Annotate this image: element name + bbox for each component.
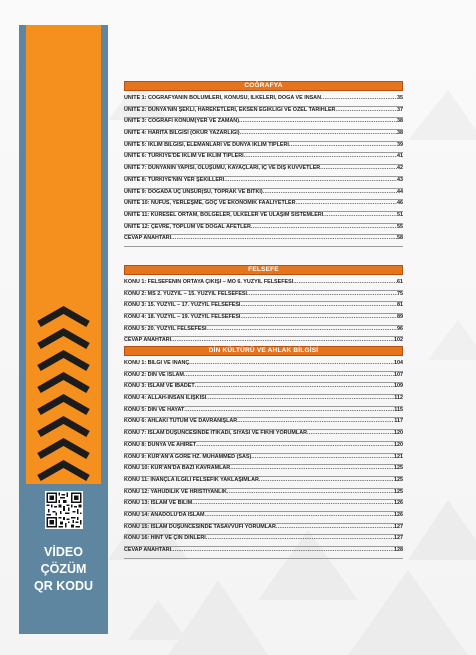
leader-dots (251, 454, 394, 460)
section-header: DİN KÜLTÜRÜ VE AHLAK BİLGİSİ (124, 346, 403, 356)
toc-entry-title: KONU 4: 18. YÜZYIL – 19. YÜZYIL FELSEFESİ (124, 314, 241, 321)
leader-dots (263, 189, 397, 195)
leader-dots (184, 372, 394, 378)
toc-entry[interactable] (124, 512, 403, 524)
toc-entry[interactable] (124, 442, 403, 454)
toc-entry[interactable] (124, 95, 403, 107)
toc-entry-page: 39 (397, 141, 403, 148)
toc-entry-title: ÜNİTE 9: DOĞADA ÜÇ UNSUR(SU, TOPRAK VE BİTKİ) (124, 188, 263, 195)
toc-entry[interactable] (124, 430, 403, 442)
leader-dots (296, 200, 397, 206)
toc-entry[interactable] (124, 224, 403, 236)
toc-entry-page: 61 (397, 279, 403, 285)
toc-entry-title: ÜNİTE 1: COĞRAFYANIN BÖLÜMLERİ, KONUSU, İLKELERİ, DOĞA VE İNSAN (124, 95, 321, 101)
toc-section-cografya (124, 81, 403, 247)
toc-entry-page: 115 (394, 406, 403, 413)
toc-entry[interactable] (124, 454, 403, 466)
toc-entry[interactable] (124, 500, 403, 512)
toc-entry-page: 96 (397, 325, 403, 332)
leader-dots (259, 477, 394, 483)
toc-entry[interactable] (124, 372, 403, 384)
toc-entry-title: ÜNİTE 10: NÜFUS, YERLEŞME, GÖÇ VE EKONOMİK FAALİYETLER (124, 200, 296, 207)
toc-list (124, 95, 403, 247)
toc-entry-page: 125 (394, 488, 403, 495)
toc-entry-title: KONU 3: İSLAM VE İBADET (124, 383, 195, 390)
toc-entry-page: 125 (394, 476, 403, 483)
toc-entry-page: 104 (394, 360, 403, 366)
toc-entry-page: 120 (394, 441, 403, 448)
toc-entry-title: KONU 2: MS 2. YÜZYIL – 15. YÜZYIL FELSEFESİ (124, 290, 248, 297)
toc-entry-title: ÜNİTE 8: TÜRKİYE'NİN YER ŞEKİLLERİ (124, 176, 225, 183)
toc-entry-page: 38 (397, 118, 403, 125)
toc-entry[interactable] (124, 326, 403, 338)
toc-entry-title: ÜNİTE 4: HARİTA BİLGİSİ (OKUR YAZARLIĞI) (124, 130, 240, 137)
toc-entry-title: CEVAP ANAHTARI (124, 547, 172, 553)
toc-entry-title: KONU 5: 20. YÜZYIL FELSEFESİ (124, 325, 207, 332)
toc-entry[interactable] (124, 212, 403, 224)
toc-entry[interactable] (124, 142, 403, 154)
section-header: FELSEFE (124, 265, 403, 275)
leader-dots (240, 314, 397, 320)
toc-entry[interactable] (124, 189, 403, 201)
leader-dots (171, 337, 394, 343)
toc-entry-page: 128 (394, 547, 403, 553)
toc-entry-title: KONU 5: DİN VE HAYAT (124, 406, 185, 413)
toc-entry-title: ÜNİTE 3: COĞRAFİ KONUM(YER VE ZAMAN) (124, 118, 239, 125)
toc-entry-title: ÜNİTE 6: TÜRKİYE'DE İKLİM VE İKLİM TİPLERİ (124, 153, 244, 160)
leader-dots (184, 407, 394, 413)
leader-dots (205, 512, 394, 518)
toc-entry-page: 35 (397, 95, 403, 101)
leader-dots (206, 535, 394, 541)
toc-entry-title: ÜNİTE 2: DÜNYA'NIN ŞEKLİ, HAREKETLERİ, EKSEN EĞİKLİĞİ VE ÖZEL TARİHLER (124, 106, 336, 113)
toc-entry-page: 89 (397, 314, 403, 321)
leader-dots (195, 383, 394, 389)
toc-entry-page: 51 (397, 211, 403, 218)
leader-dots (240, 130, 397, 136)
leader-dots (237, 418, 394, 424)
leader-dots (251, 224, 397, 230)
toc-entry[interactable] (124, 489, 403, 501)
toc-entry-title: KONU 1: BİLGİ VE İNANÇ (124, 360, 190, 366)
toc-entry[interactable] (124, 395, 403, 407)
toc-entry-page: 42 (397, 165, 403, 172)
toc-entry-title: KONU 10: KUR'AN'DA BAZI KAVRAMLAR (124, 465, 231, 472)
toc-entry-page: 127 (394, 535, 403, 542)
toc-entry[interactable] (124, 407, 403, 419)
toc-entry-page: 55 (397, 223, 403, 230)
toc-entry-title: KONU 7: İSLAM DÜŞÜNCESİNDE İTİKADİ, SİYASİ VE FIKHİ YORUMLAR (124, 430, 307, 437)
leader-dots (289, 142, 397, 148)
toc-entry[interactable] (124, 535, 403, 547)
toc-entry-page: 109 (394, 383, 403, 390)
toc-entry[interactable] (124, 200, 403, 212)
toc-entry[interactable] (124, 465, 403, 477)
leader-dots (206, 395, 394, 401)
toc-entry-page: 44 (397, 188, 403, 195)
toc-entry-title: KONU 6: AHLAKİ TUTUM VE DAVRANIŞLAR (124, 418, 238, 425)
toc-entry-title: KONU 8: DÜNYA VE AHİRET (124, 441, 197, 448)
toc-entry-title: KONU 1: FELSEFENİN ORTAYA ÇIKIŞI – MÖ 6. YÜZYIL FELSEFESİ (124, 279, 294, 285)
toc-entry-title: KONU 2: DİN VE İSLAM (124, 371, 184, 378)
leader-dots (276, 524, 394, 530)
leader-dots (323, 212, 397, 218)
toc-entry-page: 112 (394, 395, 403, 402)
toc-entry-page: 120 (394, 430, 403, 437)
toc-entry-page: 46 (397, 200, 403, 207)
leader-dots (335, 107, 397, 113)
toc-entry[interactable] (124, 130, 403, 142)
toc-entry-title: ÜNİTE 11: KÜRESEL ORTAM, BÖLGELER, ÜLKELER VE ULAŞIM SİSTEMLERİ (124, 211, 324, 218)
toc-entry[interactable] (124, 418, 403, 430)
leader-dots (192, 500, 394, 506)
leader-dots (230, 465, 394, 471)
toc-entry[interactable] (124, 547, 403, 559)
leader-dots (206, 326, 397, 332)
toc-entry[interactable] (124, 314, 403, 326)
toc-entry-page: 75 (397, 290, 403, 297)
toc-entry[interactable] (124, 279, 403, 291)
qr-label-line-2: ÇÖZÜM (40, 562, 87, 576)
leader-dots (247, 291, 397, 297)
toc-entry-page: 125 (394, 465, 403, 472)
toc-entry-title: KONU 9: KUR'AN'A GÖRE HZ. MUHAMMED (SAS) (124, 453, 252, 460)
toc-entry-page: 126 (394, 500, 403, 507)
toc-entry-page: 37 (397, 106, 403, 113)
toc-entry-page: 81 (397, 302, 403, 309)
toc-entry-title: KONU 16: HİNT VE ÇİN DİNLERİ (124, 535, 206, 542)
toc-entry-page: 102 (394, 337, 403, 344)
qr-code-icon[interactable] (45, 491, 83, 529)
toc-entry[interactable] (124, 235, 403, 247)
leader-dots (227, 489, 394, 495)
toc-entry-page: 127 (394, 523, 403, 530)
leader-dots (196, 442, 394, 448)
leader-dots (240, 302, 397, 308)
toc-entry[interactable] (124, 524, 403, 536)
leader-dots (320, 165, 397, 171)
toc-entry[interactable] (124, 177, 403, 189)
qr-label-line-3: QR KODU (33, 579, 94, 593)
toc-list (124, 279, 403, 349)
leader-dots (171, 547, 394, 553)
toc-entry-title: KONU 13: İSLAM VE BİLİM (124, 500, 193, 507)
toc-entry-title: KONU 4: ALLAH-İNSAN İLİŞKİSİ (124, 395, 207, 402)
toc-entry-page: 41 (397, 153, 403, 160)
leader-dots (293, 279, 397, 285)
chevron-arrows-icon (26, 302, 101, 484)
toc-list (124, 360, 403, 559)
toc-section-din-kulturu (124, 346, 403, 559)
toc-entry[interactable] (124, 477, 403, 489)
toc-entry-page: 126 (394, 511, 403, 518)
toc-entry[interactable] (124, 165, 403, 177)
leader-dots (244, 153, 397, 159)
toc-section-felsefe (124, 265, 403, 349)
toc-entry[interactable] (124, 302, 403, 314)
section-header: COĞRAFYA (124, 81, 403, 91)
toc-entry-page: 38 (397, 130, 403, 137)
toc-entry[interactable] (124, 360, 403, 372)
toc-entry[interactable] (124, 153, 403, 165)
toc-entry[interactable] (124, 383, 403, 395)
toc-entry-title: KONU 15: İSLAM DÜŞÜNCESİNDE TASAVVUFİ YORUMLAR (124, 523, 276, 530)
toc-entry-title: KONU 14: ANADOLU'DA İSLAM (124, 511, 205, 518)
toc-entry-title: KONU 11: İNANÇLA İLGİLİ FELSEFİK YAKLAŞIMLAR (124, 476, 259, 483)
qr-label-line-1: VİDEO (44, 545, 83, 559)
leader-dots (321, 95, 397, 101)
toc-entry-title: ÜNİTE 5: İKLİM BİLGİSİ, ELEMANLARI VE DÜNYA İKLİM TİPLERİ (124, 141, 289, 148)
toc-entry-title: CEVAP ANAHTARI (124, 235, 172, 242)
toc-entry-title: ÜNİTE 7: DÜNYANIN YAPISI, OLUŞUMU, KAYAÇLARI, İÇ VE DIŞ KUVVETLER (124, 165, 321, 172)
toc-entry-page: 107 (394, 371, 403, 378)
toc-entry[interactable] (124, 107, 403, 119)
leader-dots (171, 235, 397, 241)
toc-entry-title: KONU 3: 15. YÜZYIL – 17. YÜZYIL FELSEFESİ (124, 302, 241, 309)
toc-entry-page: 117 (394, 418, 403, 425)
toc-entry[interactable] (124, 291, 403, 303)
toc-entry-title: ÜNİTE 12: ÇEVRE, TOPLUM VE DOĞAL AFETLER (124, 223, 251, 230)
toc-entry[interactable] (124, 118, 403, 130)
leader-dots (239, 118, 397, 124)
qr-label (19, 544, 108, 595)
toc-entry-page: 58 (397, 235, 403, 242)
toc-entry-title: CEVAP ANAHTARI (124, 337, 172, 344)
leader-dots (224, 177, 397, 183)
leader-dots (189, 360, 394, 366)
toc-entry-title: KONU 12: YAHUDİLİK VE HRİSTİYANLIK (124, 488, 227, 495)
toc-entry-page: 43 (397, 176, 403, 183)
leader-dots (307, 430, 394, 436)
toc-entry-page: 121 (394, 453, 403, 460)
